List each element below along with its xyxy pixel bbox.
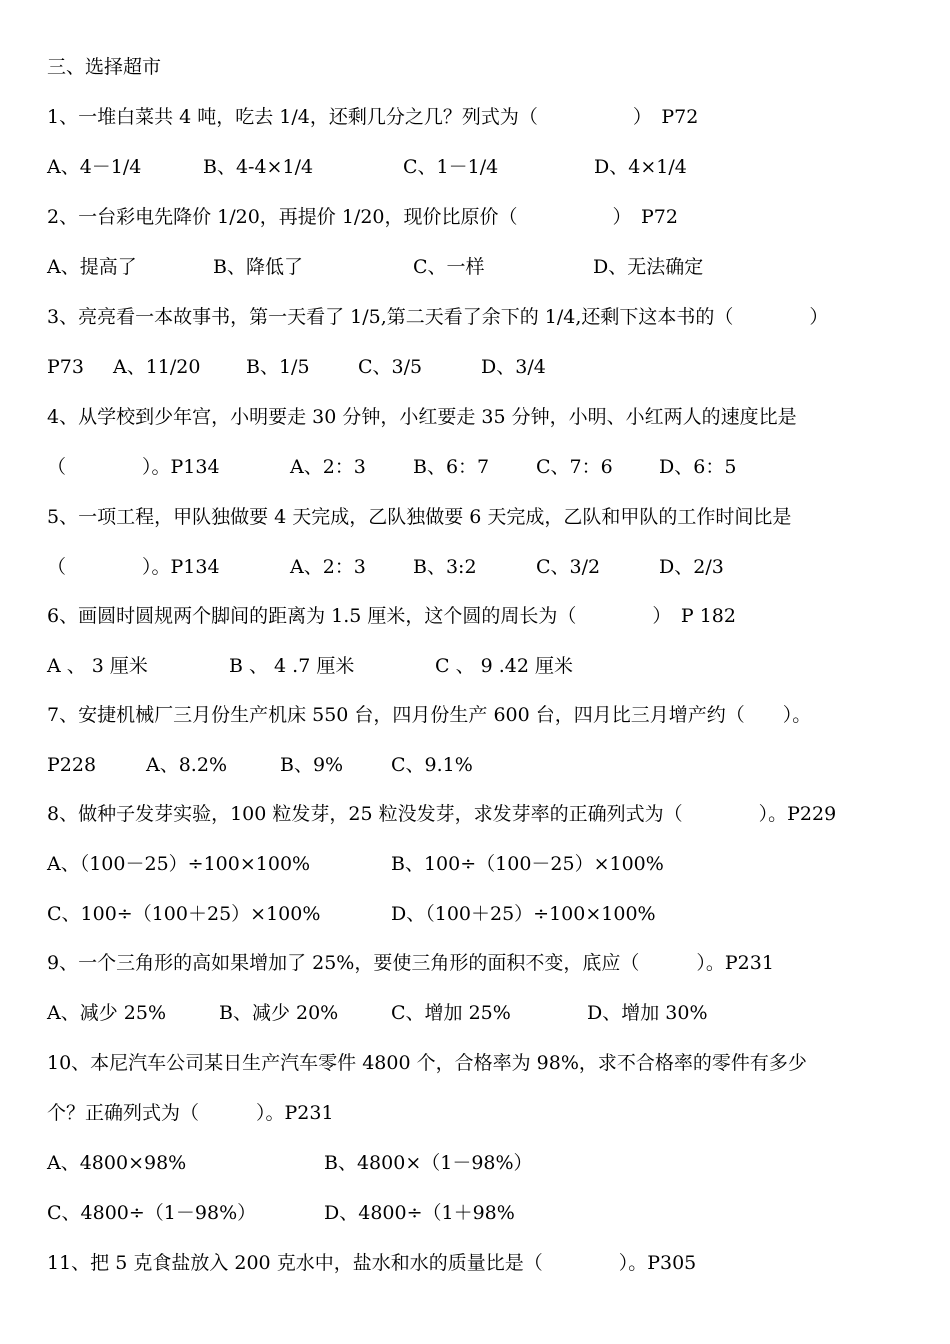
question-4-option-c: C、7：6: [536, 456, 613, 478]
section-title: 三、选择超市: [47, 56, 162, 78]
question-5-option-c: C、3/2: [536, 556, 601, 578]
question-2-option-a: A、提高了: [47, 256, 137, 278]
question-5-option-b: B、3:2: [413, 556, 477, 578]
question-9-option-a: A、减少 25%: [47, 1002, 166, 1024]
question-6-option-b: B 、 4 .7 厘米: [229, 655, 355, 677]
question-8-option-c: C、100÷（100＋25）×100%: [47, 903, 321, 925]
question-6-option-c: C 、 9 .42 厘米: [435, 655, 574, 677]
question-10-option-a: A、4800×98%: [47, 1152, 187, 1174]
question-3-page-ref: P73: [47, 356, 84, 378]
question-6-option-a: A 、 3 厘米: [47, 655, 148, 677]
question-8-option-d: D、（100＋25）÷100×100%: [391, 903, 656, 925]
question-10-option-d: D、4800÷（1＋98%: [324, 1202, 515, 1224]
question-1-option-d: D、4×1/4: [594, 156, 687, 178]
question-9-option-c: C、增加 25%: [391, 1002, 511, 1024]
question-3-option-d: D、3/4: [481, 356, 546, 378]
question-3-option-a: A、11/20: [113, 356, 201, 378]
question-6-stem: 6、画圆时圆规两个脚间的距离为 1.5 厘米，这个圆的周长为（ ） P 182: [47, 605, 736, 627]
question-2-option-d: D、无法确定: [593, 256, 704, 278]
question-10-stem-continued: 个？正确列式为（ ）。P231: [47, 1102, 334, 1124]
question-7-option-a: A、8.2%: [146, 754, 227, 776]
question-1-option-b: B、4-4×1/4: [203, 156, 314, 178]
question-3-stem: 3、亮亮看一本故事书，第一天看了 1/5,第二天看了余下的 1/4,还剩下这本书的（ ）: [47, 306, 829, 328]
question-4-option-b: B、6：7: [413, 456, 490, 478]
question-7-stem: 7、安捷机械厂三月份生产机床 550 台，四月份生产 600 台，四月比三月增产约（ ）。: [47, 704, 812, 726]
question-9-option-b: B、减少 20%: [219, 1002, 339, 1024]
question-11-stem: 11、把 5 克食盐放入 200 克水中，盐水和水的质量比是（ ）。P305: [47, 1252, 697, 1274]
question-4-stem: 4、从学校到少年宫，小明要走 30 分钟，小红要走 35 分钟，小明、小红两人的速度比是: [47, 406, 797, 428]
question-9-stem: 9、一个三角形的高如果增加了 25%，要使三角形的面积不变，底应（ ）。P231: [47, 952, 774, 974]
question-5-option-a: A、2：3: [290, 556, 366, 578]
question-1-option-a: A、4－1/4: [47, 156, 142, 178]
question-8-stem: 8、做种子发芽实验，100 粒发芽，25 粒没发芽，求发芽率的正确列式为（ ）。P229: [47, 803, 837, 825]
question-1-stem: 1、一堆白菜共 4 吨，吃去 1/4，还剩几分之几？列式为（ ） P72: [47, 106, 699, 128]
question-9-option-d: D、增加 30%: [587, 1002, 708, 1024]
question-10-option-b: B、4800×（1－98%）: [324, 1152, 533, 1174]
question-7-option-b: B、9%: [280, 754, 344, 776]
question-7-page-ref: P228: [47, 754, 97, 776]
question-2-option-b: B、降低了: [213, 256, 303, 278]
question-3-option-c: C、3/5: [358, 356, 423, 378]
question-5-stem: 5、一项工程，甲队独做要 4 天完成，乙队独做要 6 天完成，乙队和甲队的工作时间比是: [47, 506, 792, 528]
question-10-option-c: C、4800÷（1－98%）: [47, 1202, 257, 1224]
question-4-option-d: D、6：5: [659, 456, 737, 478]
question-4-blank: （ ）。P134: [47, 456, 220, 478]
question-8-option-a: A、（100－25）÷100×100%: [47, 853, 311, 875]
question-7-option-c: C、9.1%: [391, 754, 473, 776]
question-1-option-c: C、1－1/4: [403, 156, 499, 178]
question-10-stem: 10、本尼汽车公司某日生产汽车零件 4800 个，合格率为 98%，求不合格率的零件有多少: [47, 1052, 807, 1074]
question-5-option-d: D、2/3: [659, 556, 724, 578]
question-4-option-a: A、2：3: [290, 456, 366, 478]
question-3-option-b: B、1/5: [246, 356, 310, 378]
question-8-option-b: B、100÷（100－25）×100%: [391, 853, 664, 875]
question-2-option-c: C、一样: [413, 256, 485, 278]
question-5-blank: （ ）。P134: [47, 556, 220, 578]
question-2-stem: 2、一台彩电先降价 1/20，再提价 1/20，现价比原价（ ） P72: [47, 206, 678, 228]
